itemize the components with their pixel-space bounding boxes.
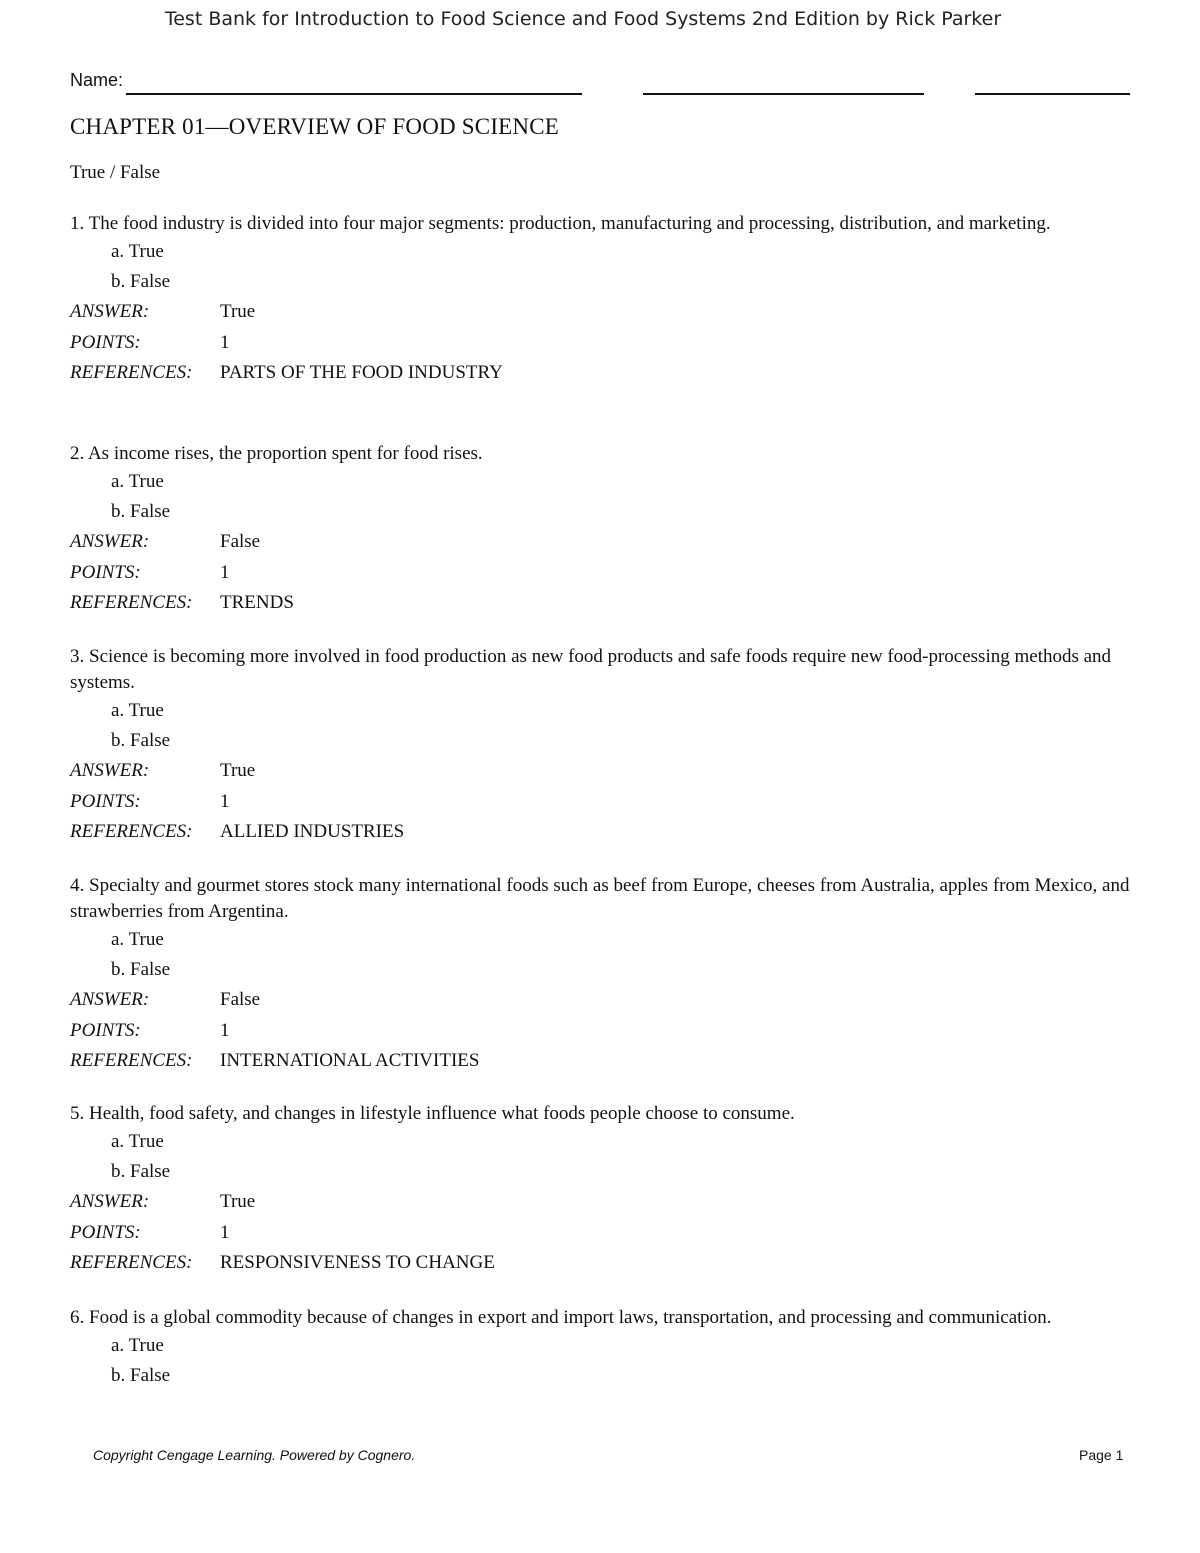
points-label: POINTS: — [70, 331, 141, 353]
references-label: REFERENCES: — [70, 362, 193, 383]
question-text: 2. As income rises, the proportion spent for food rises. — [70, 443, 483, 464]
question-text: 4. Specialty and gourmet stores stock many international foods such as beef from Europe, cheeses from Australia, apples from Mexico, and strawberries from Argentina. — [70, 875, 1130, 922]
option-true: a. True — [111, 929, 164, 950]
points-value: 1 — [220, 331, 230, 353]
references-row — [70, 1046, 1130, 1077]
option-false: b. False — [111, 959, 171, 980]
answer-row — [70, 985, 1130, 1016]
option-true: a. True — [111, 471, 164, 492]
question-1 — [70, 211, 1130, 389]
references-value: RESPONSIVENESS TO CHANGE — [220, 1252, 495, 1273]
points-row — [70, 1016, 1130, 1047]
references-label: REFERENCES: — [70, 1252, 193, 1273]
references-value: ALLIED INDUSTRIES — [220, 821, 405, 842]
document-title: Test Bank for Introduction to Food Science and Food Systems 2nd Edition by Rick Parker — [164, 8, 1002, 30]
points-row — [70, 1218, 1130, 1249]
answer-row — [70, 756, 1130, 787]
references-value: TRENDS — [220, 592, 294, 613]
answer-label: ANSWER: — [70, 1191, 150, 1212]
references-value: INTERNATIONAL ACTIVITIES — [220, 1050, 480, 1071]
blank-line-2 — [643, 93, 924, 95]
answer-label: ANSWER: — [70, 301, 150, 322]
points-label: POINTS: — [70, 561, 141, 583]
answer-value: False — [220, 989, 261, 1010]
references-value: PARTS OF THE FOOD INDUSTRY — [220, 362, 503, 383]
points-value: 1 — [220, 1019, 230, 1041]
points-row — [70, 787, 1130, 818]
references-row — [70, 1248, 1130, 1279]
question-5 — [70, 1101, 1130, 1279]
references-row — [70, 588, 1130, 619]
option-false: b. False — [111, 501, 171, 522]
points-label: POINTS: — [70, 1019, 141, 1041]
points-value: 1 — [220, 1221, 230, 1243]
answer-value: False — [220, 531, 261, 552]
references-label: REFERENCES: — [70, 1050, 193, 1071]
option-true: a. True — [111, 1335, 164, 1356]
points-row — [70, 558, 1130, 589]
points-label: POINTS: — [70, 1221, 141, 1243]
answer-label: ANSWER: — [70, 760, 150, 781]
copyright-footer: Copyright Cengage Learning. Powered by Cognero. — [93, 1447, 416, 1463]
answer-value: True — [220, 301, 256, 322]
blank-line-3 — [975, 93, 1130, 95]
question-text: 5. Health, food safety, and changes in lifestyle influence what foods people choose to consume. — [70, 1103, 795, 1124]
section-title: True / False — [70, 162, 161, 183]
references-label: REFERENCES: — [70, 592, 193, 613]
option-true: a. True — [111, 700, 164, 721]
chapter-title: CHAPTER 01—OVERVIEW OF FOOD SCIENCE — [70, 114, 560, 139]
page-number: Page 1 — [1079, 1447, 1124, 1463]
points-value: 1 — [220, 561, 230, 583]
references-row — [70, 358, 1130, 389]
option-false: b. False — [111, 1365, 171, 1386]
option-false: b. False — [111, 1161, 171, 1182]
answer-label: ANSWER: — [70, 989, 150, 1010]
answer-value: True — [220, 760, 256, 781]
name-label: Name: — [70, 70, 124, 90]
question-3 — [70, 644, 1130, 848]
option-false: b. False — [111, 730, 171, 751]
option-true: a. True — [111, 1131, 164, 1152]
question-text: 6. Food is a global commodity because of changes in export and import laws, transportation, and processing and communication. — [70, 1307, 1052, 1328]
option-false: b. False — [111, 271, 171, 292]
question-2 — [70, 441, 1130, 619]
references-label: REFERENCES: — [70, 821, 193, 842]
question-4 — [70, 873, 1130, 1077]
name-blank-line — [126, 93, 582, 95]
answer-label: ANSWER: — [70, 531, 150, 552]
answer-row — [70, 297, 1130, 328]
points-value: 1 — [220, 790, 230, 812]
points-label: POINTS: — [70, 790, 141, 812]
question-text: 3. Science is becoming more involved in food production as new food products and safe foods require new food-processing methods and systems. — [70, 646, 1112, 693]
question-6 — [70, 1305, 1130, 1391]
answer-value: True — [220, 1191, 256, 1212]
answer-row — [70, 1187, 1130, 1218]
name-row — [70, 68, 1130, 98]
points-row — [70, 328, 1130, 359]
question-text: 1. The food industry is divided into four major segments: production, manufacturing and processing, distribution, and marketing. — [70, 213, 1051, 234]
option-true: a. True — [111, 241, 164, 262]
references-row — [70, 817, 1130, 848]
answer-row — [70, 527, 1130, 558]
